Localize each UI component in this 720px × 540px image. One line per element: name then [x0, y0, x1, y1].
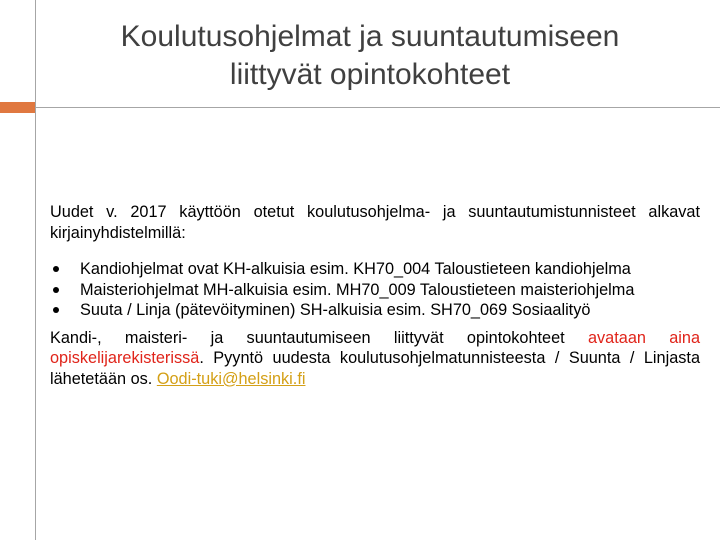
bullet-text: Kandiohjelmat ovat KH-alkuisia esim. KH70_004 Taloustieteen kandiohjelma: [80, 260, 631, 278]
email-link[interactable]: Oodi-tuki@helsinki.fi: [156, 369, 306, 388]
bullet-text: Maisteriohjelmat MH-alkuisia esim. MH70_009 Taloustieteen maisteriohjelma: [80, 280, 635, 299]
horizontal-rule: [0, 107, 720, 108]
list-item: [50, 300, 700, 321]
title-line-1: Koulutusohjelmat ja suuntautumiseen: [120, 20, 620, 53]
slide-title: [60, 18, 680, 94]
bullet-text: Suuta / Linja (pätevöityminen) SH-alkuisia esim. SH70_069 Sosiaalityö: [80, 301, 591, 319]
closing-part-1: Kandi-, maisteri- ja suuntautumiseen liittyvät opintokohteet: [50, 328, 588, 347]
list-item: [50, 259, 700, 280]
bullet-icon: [53, 307, 59, 313]
list-item: [50, 280, 700, 301]
title-line-2: liittyvät opintokohteet: [229, 58, 511, 91]
closing-part-2: . Pyyntö uudesta koulutusohjelmatunnisteesta / Suunta / Linjasta lähetetään os.: [50, 349, 700, 388]
vertical-rule: [35, 0, 36, 540]
slide-body: [50, 202, 700, 389]
closing-text: [50, 328, 700, 390]
intro-text: Uudet v. 2017 käyttöön otetut koulutusohjelma- ja suuntautumistunnisteet alkavat kirjainyhdistelmillä:: [50, 203, 700, 242]
bullet-list: [50, 259, 700, 321]
highlighted-text: avataan aina opiskelijarekisterissä: [50, 328, 701, 367]
accent-bar: [0, 102, 35, 113]
bullet-icon: [53, 266, 59, 272]
bullet-icon: [53, 287, 59, 293]
